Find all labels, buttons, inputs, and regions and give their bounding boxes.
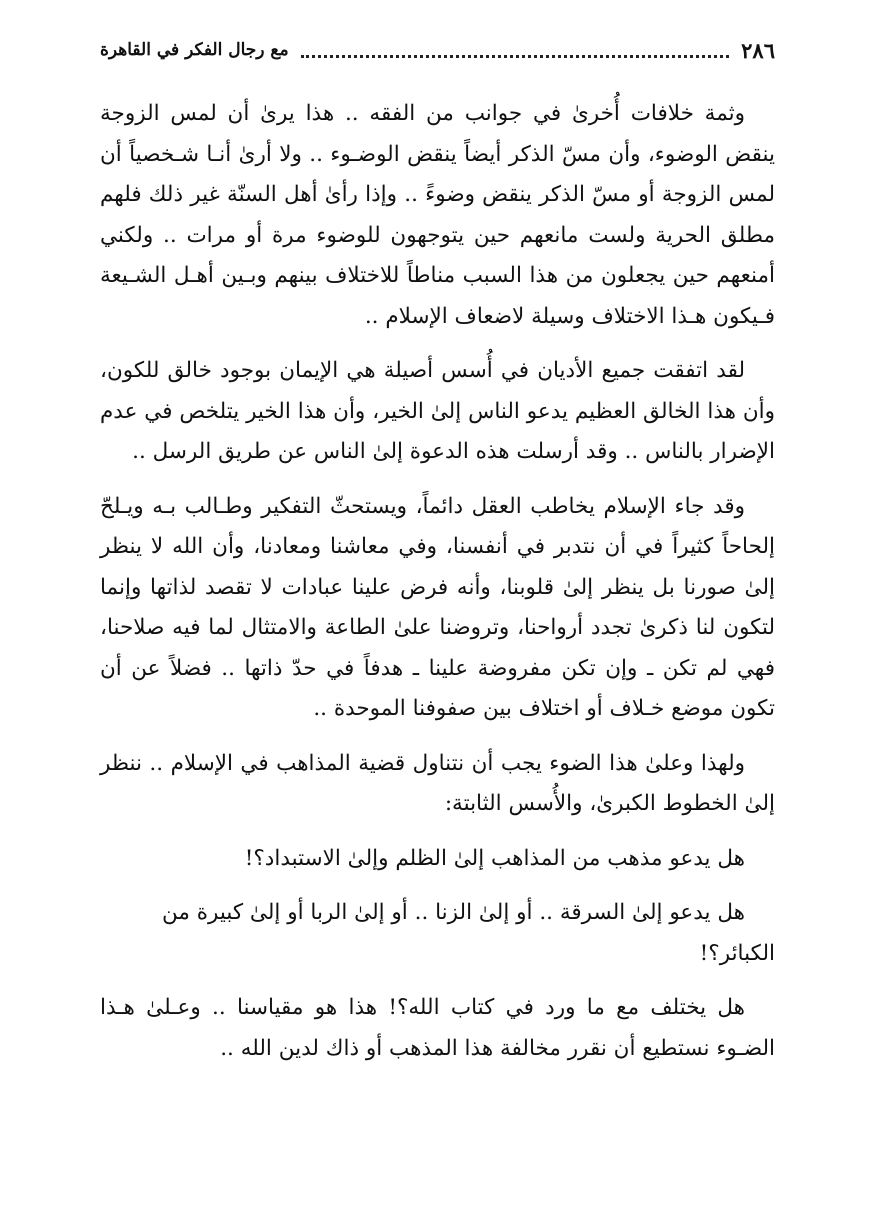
running-header	[100, 30, 775, 70]
body-text	[100, 94, 775, 1083]
paragraph-sects-approach: ولهذا وعلىٰ هذا الضوء يجب أن نتناول قضية المذاهب في الإسلام .. ننظر إلىٰ الخطوط الكبرىٰ، والأُسس الثابتة:	[100, 750, 775, 816]
page-number: ٢٨٦	[741, 37, 775, 63]
running-title: مع رجال الفكر في القاهرة	[100, 40, 289, 60]
question-injustice: هل يدعو مذهب من المذاهب إلىٰ الظلم وإلىٰ الاستبداد؟!	[244, 845, 745, 871]
paragraph-islam-reason: وقد جاء الإسلام يخاطب العقل دائماً، ويستحثّ التفكير وطـالب بـه ويـلحّ إلحاحاً كثيراً في أن نتدبر في أنفسنا، وفي معاشنا ومعادنا، وأن الله لا ينظر إلىٰ صورنا بل ينظر إلىٰ قلوبنا، وأنه فرض علينا عبادات لا تقصد لذاتها وإنما لتكون لنا ذكرىٰ تجدد أرواحنا، وتروضنا علىٰ الطاعة والامتثال لما فيه صلاحنا، فهي لم تكن ـ وإن تكن مفروضة علينا ـ هدفاً في حدّ ذاتها .. فضلاً عن أن تكون موضع خـلاف أو اختلاف بين صفوفنا الموحدة ..	[100, 493, 775, 721]
paragraph-quran-criterion: هل يختلف مع ما ورد في كتاب الله؟! هذا هو مقياسنا .. وعـلىٰ هـذا الضـوء نستطيع أن نقرر مخالفة هذا المذهب أو ذاك لدين الله ..	[100, 995, 775, 1061]
question-major-sins: هل يدعو إلىٰ السرقة .. أو إلىٰ الزنا .. أو إلىٰ الربا أو إلىٰ كبيرة من الكبائر؟!	[162, 900, 775, 966]
paragraph-religions-foundations: لقد اتفقت جميع الأديان في أُسس أصيلة هي الإيمان بوجود خالق للكون، وأن هذا الخالق العظيم يدعو الناس إلىٰ الخير، وأن هذا الخير يتلخص في عدم الإضرار بالناس .. وقد أرسلت هذه الدعوة إلىٰ الناس عن طريق الرسل ..	[100, 358, 775, 464]
paragraph-jurisprudence-differences: وثمة خلافات أُخرىٰ في جوانب من الفقه .. هذا يرىٰ أن لمس الزوجة ينقض الوضوء، وأن مسّ الذكر أيضاً ينقض الوضـوء .. ولا أرىٰ أنـا شـخصياً أن لمس الزوجة أو مسّ الذكر ينقض وضوءً .. وإذا رأىٰ أهل السنّة غير ذلك فلهم مطلق الحرية ولست مانعهم حين يتوجهون للوضوء مرة أو مرات .. ولكني أمنعهم حين يجعلون من هذا السبب مناطاً للاختلاف بينهم وبـين أهـل الشـيعة فـيكون هـذا الاختلاف وسيلة لاضعاف الإسلام ..	[100, 101, 775, 329]
header-dot-leader	[301, 55, 730, 58]
